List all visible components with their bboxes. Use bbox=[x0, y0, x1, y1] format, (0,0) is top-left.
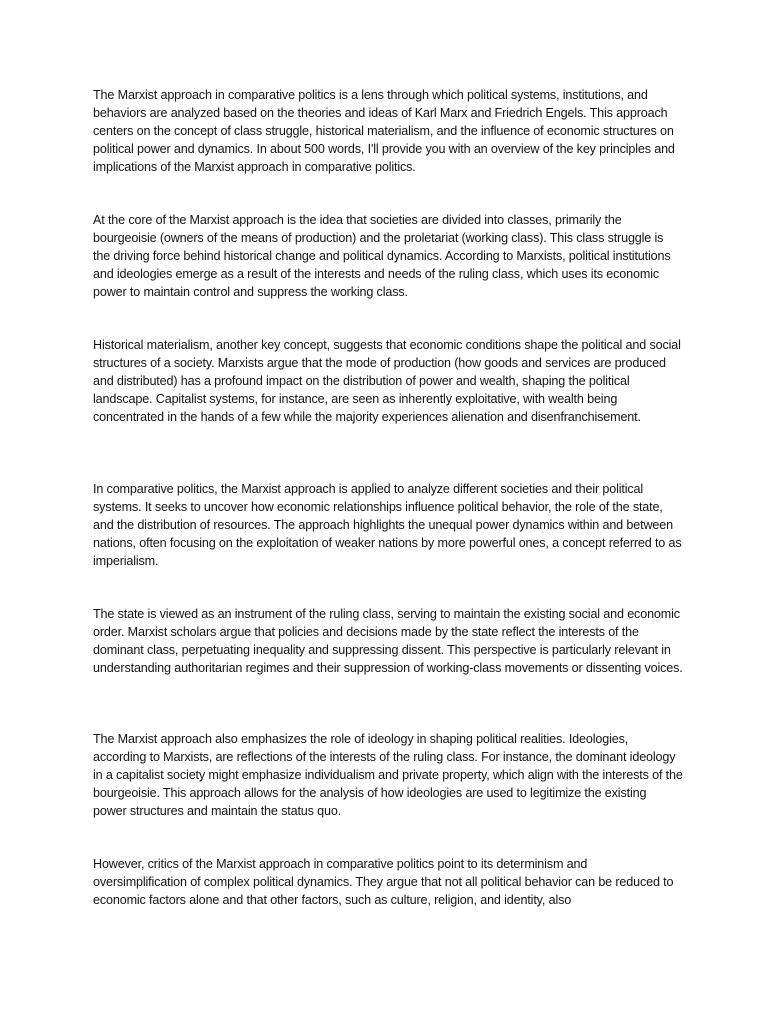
paragraph-ideology: The Marxist approach also emphasizes the role of ideology in shaping political realities. Ideologies, according to Marxists, are reflections of the interests of the ruling class. For instance, the dominant ideology in a capitalist society might emphasize individualism and private property, which align with the interests of the bourgeoisie. This approach allows for the analysis of how ideologies are used to legitimize the existing power structures and maintain the status quo. bbox=[93, 732, 683, 818]
paragraph-comparative-politics: In comparative politics, the Marxist approach is applied to analyze different societies and their political systems. It seeks to uncover how economic relationships influence political behavior, the role of the state, and the distribution of resources. The approach highlights the unequal power dynamics within and between nations, often focusing on the exploitation of weaker nations by more powerful ones, a concept referred to as imperialism. bbox=[93, 482, 682, 568]
paragraph-intro: The Marxist approach in comparative politics is a lens through which political systems, institutions, and behaviors are analyzed based on the theories and ideas of Karl Marx and Friedrich Engels. This approach centers on the concept of class struggle, historical materialism, and the influence of economic structures on political power and dynamics. In about 500 words, I'll provide you with an overview of the key principles and implications of the Marxist approach in comparative politics. bbox=[93, 88, 675, 174]
paragraph-critics: However, critics of the Marxist approach in comparative politics point to its determinism and oversimplification of complex political dynamics. They argue that not all political behavior can be reduced to economic factors alone and that other factors, such as culture, religion, and identity, also bbox=[93, 857, 674, 907]
paragraph-class-struggle: At the core of the Marxist approach is the idea that societies are divided into classes, primarily the bourgeoisie (owners of the means of production) and the proletariat (working class). This class struggle is the driving force behind historical change and political dynamics. According to Marxists, political institutions and ideologies emerge as a result of the interests and needs of the ruling class, which uses its economic power to maintain control and suppress the working class. bbox=[93, 213, 671, 299]
paragraph-historical-materialism: Historical materialism, another key concept, suggests that economic conditions shape the political and social structures of a society. Marxists argue that the mode of production (how goods and services are produced and distributed) has a profound impact on the distribution of power and wealth, shaping the political landscape. Capitalist systems, for instance, are seen as inherently exploitative, with wealth being concentrated in the hands of a few while the majority experiences alienation and disenfranchisement. bbox=[93, 338, 681, 424]
paragraph-state: The state is viewed as an instrument of the ruling class, serving to maintain the existing social and economic order. Marxist scholars argue that policies and decisions made by the state reflect the interests of the dominant class, perpetuating inequality and suppressing dissent. This perspective is particularly relevant in understanding authoritarian regimes and their suppression of working-class movements or dissenting voices. bbox=[93, 607, 683, 675]
